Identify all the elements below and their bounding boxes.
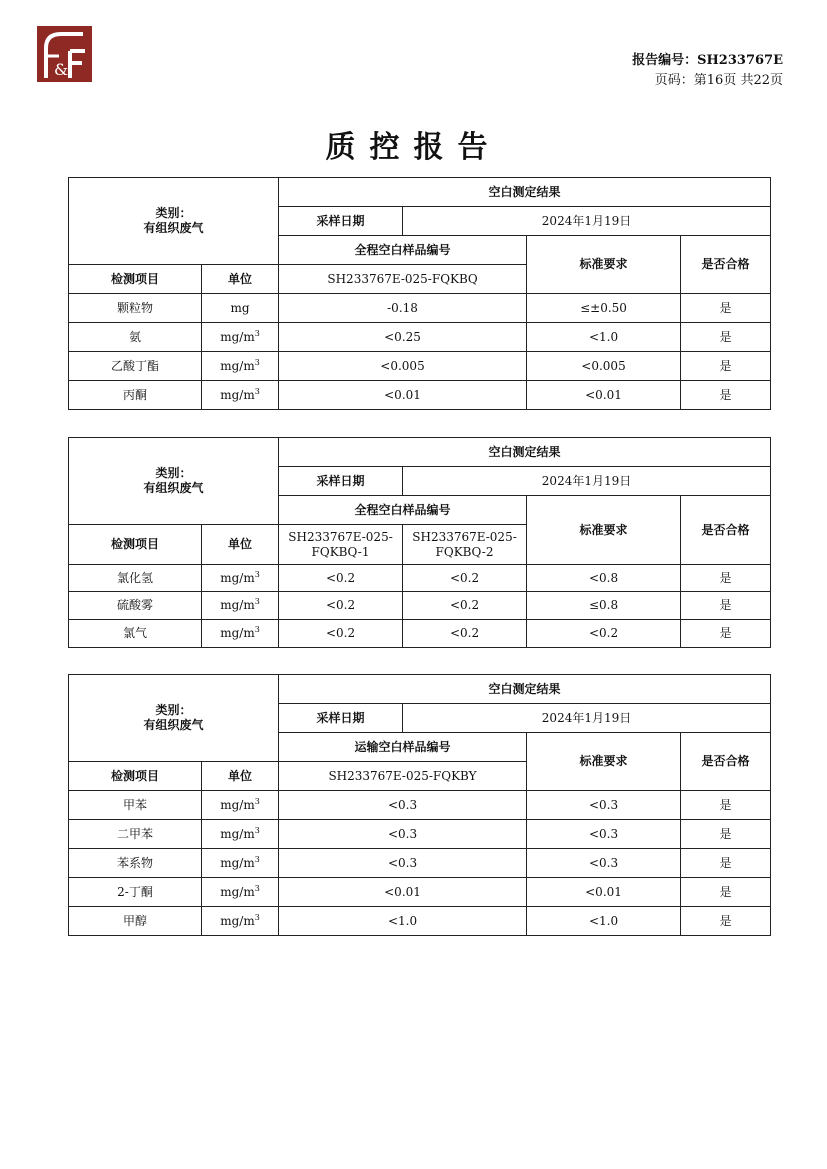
standard: <0.2 [527, 620, 681, 648]
standard: <0.3 [527, 791, 681, 820]
sampling-date-label: 采样日期 [279, 207, 403, 236]
sampling-date-label: 采样日期 [279, 704, 403, 733]
item-name: 苯系物 [69, 849, 202, 878]
category-value: 有组织废气 [143, 221, 204, 235]
blank-value-1: <0.2 [279, 620, 403, 648]
qc-table-1 [68, 177, 771, 410]
unit: $mg/m^3$ [202, 791, 279, 820]
unit: $mg/m^3$ [202, 323, 279, 352]
category-cell [69, 675, 279, 762]
standard: <0.01 [527, 381, 681, 410]
item-header: 检测项目 [69, 525, 202, 565]
unit: $mg/m^3$ [202, 907, 279, 936]
unit: $mg/m^3$ [202, 849, 279, 878]
standard: <1.0 [527, 323, 681, 352]
unit: $mg/m^3$ [202, 352, 279, 381]
blank-value: <0.3 [279, 820, 527, 849]
standard-header: 标准要求 [527, 496, 681, 565]
pass: 是 [681, 620, 771, 648]
item-name: 乙酸丁酯 [69, 352, 202, 381]
category-value: 有组织废气 [143, 718, 204, 732]
blank-value-2: <0.2 [403, 565, 527, 592]
standard: <0.01 [527, 878, 681, 907]
page-number: 页码：第16页 共22页 [654, 73, 783, 88]
category-value: 有组织废气 [143, 481, 204, 495]
category-cell [69, 178, 279, 265]
result-title: 空白测定结果 [279, 675, 771, 704]
sample-id-1: SH233767E-025-FQKBQ-1 [279, 525, 403, 565]
blank-value: -0.18 [279, 294, 527, 323]
sampling-date: 2024年1月19日 [403, 467, 771, 496]
item-name: 硫酸雾 [69, 592, 202, 620]
sampling-date: 2024年1月19日 [403, 207, 771, 236]
blank-value-2: <0.2 [403, 620, 527, 648]
pass: 是 [681, 878, 771, 907]
table-row [69, 878, 771, 907]
sample-group-label: 运输空白样品编号 [279, 733, 527, 762]
standard: <0.8 [527, 565, 681, 592]
item-name: 氯气 [69, 620, 202, 648]
pass: 是 [681, 907, 771, 936]
unit-header: 单位 [202, 525, 279, 565]
item-name: 二甲苯 [69, 820, 202, 849]
result-title: 空白测定结果 [279, 178, 771, 207]
item-header: 检测项目 [69, 762, 202, 791]
unit-header: 单位 [202, 265, 279, 294]
table-row [69, 565, 771, 592]
svg-text:&: & [54, 60, 69, 79]
table-row [69, 323, 771, 352]
category-label: 类别： [155, 206, 192, 220]
table-row [69, 849, 771, 878]
standard: <0.3 [527, 820, 681, 849]
page-title: 质控报告 [325, 130, 502, 165]
company-logo [37, 26, 92, 82]
item-name: 甲苯 [69, 791, 202, 820]
sample-group-label: 全程空白样品编号 [279, 496, 527, 525]
pass: 是 [681, 381, 771, 410]
item-name: 丙酮 [69, 381, 202, 410]
blank-value: <0.25 [279, 323, 527, 352]
blank-value: <0.3 [279, 791, 527, 820]
pass: 是 [681, 294, 771, 323]
table-row [69, 820, 771, 849]
sample-id: SH233767E-025-FQKBQ [279, 265, 527, 294]
sample-id-2: SH233767E-025-FQKBQ-2 [403, 525, 527, 565]
sample-id: SH233767E-025-FQKBY [279, 762, 527, 791]
qc-table-2 [68, 437, 771, 648]
category-label: 类别： [155, 466, 192, 480]
unit: $mg/m^3$ [202, 820, 279, 849]
table-row [69, 294, 771, 323]
pass: 是 [681, 849, 771, 878]
pass: 是 [681, 820, 771, 849]
pass: 是 [681, 565, 771, 592]
table-row [69, 592, 771, 620]
standard: <1.0 [527, 907, 681, 936]
blank-value: <0.3 [279, 849, 527, 878]
blank-value: <0.01 [279, 878, 527, 907]
standard-header: 标准要求 [527, 733, 681, 791]
pass-header: 是否合格 [681, 733, 771, 791]
sample-group-label: 全程空白样品编号 [279, 236, 527, 265]
category-cell [69, 438, 279, 525]
item-name: 氨 [69, 323, 202, 352]
item-name: 颗粒物 [69, 294, 202, 323]
category-label: 类别： [155, 703, 192, 717]
table-row [69, 907, 771, 936]
standard: <0.005 [527, 352, 681, 381]
unit: $mg/m^3$ [202, 620, 279, 648]
unit: $mg/m^3$ [202, 878, 279, 907]
qc-table-3 [68, 674, 771, 936]
pass-header: 是否合格 [681, 496, 771, 565]
table-row [69, 791, 771, 820]
blank-value-1: <0.2 [279, 592, 403, 620]
table-row [69, 381, 771, 410]
blank-value: <1.0 [279, 907, 527, 936]
report-number: 报告编号：SH233767E [632, 53, 783, 68]
standard: ≤±0.50 [527, 294, 681, 323]
sampling-date-label: 采样日期 [279, 467, 403, 496]
pass: 是 [681, 791, 771, 820]
unit: mg [202, 294, 279, 323]
blank-value-1: <0.2 [279, 565, 403, 592]
standard-header: 标准要求 [527, 236, 681, 294]
pass: 是 [681, 323, 771, 352]
blank-value: <0.01 [279, 381, 527, 410]
table-row [69, 352, 771, 381]
unit: $mg/m^3$ [202, 381, 279, 410]
item-name: 氯化氢 [69, 565, 202, 592]
blank-value: <0.005 [279, 352, 527, 381]
sampling-date: 2024年1月19日 [403, 704, 771, 733]
standard: ≤0.8 [527, 592, 681, 620]
standard: <0.3 [527, 849, 681, 878]
pass: 是 [681, 592, 771, 620]
item-name: 2-丁酮 [69, 878, 202, 907]
pass-header: 是否合格 [681, 236, 771, 294]
item-name: 甲醇 [69, 907, 202, 936]
unit: $mg/m^3$ [202, 565, 279, 592]
item-header: 检测项目 [69, 265, 202, 294]
pass: 是 [681, 352, 771, 381]
unit-header: 单位 [202, 762, 279, 791]
blank-value-2: <0.2 [403, 592, 527, 620]
result-title: 空白测定结果 [279, 438, 771, 467]
unit: $mg/m^3$ [202, 592, 279, 620]
table-row [69, 620, 771, 648]
